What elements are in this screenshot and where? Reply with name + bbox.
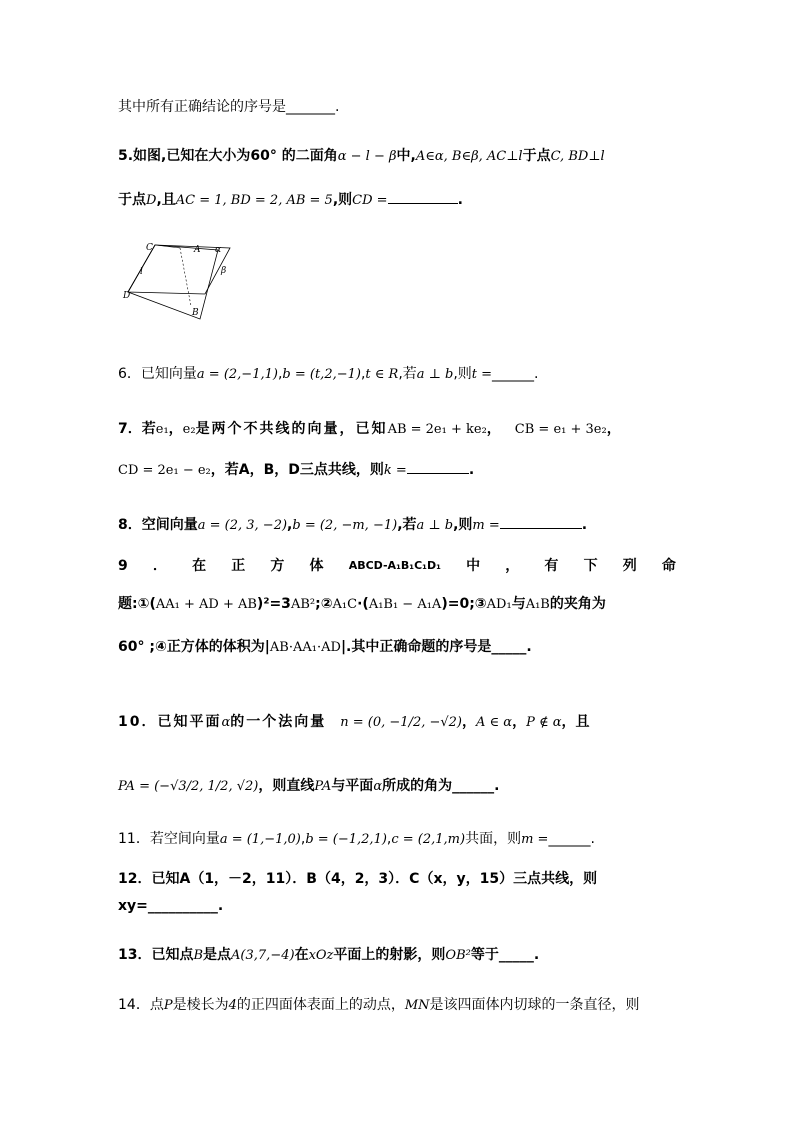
q6-formula-a: a = (2,−1,1)	[196, 367, 278, 382]
q5-text-1: 5.如图,已知在大小为60° 的二面角	[118, 148, 338, 164]
q9-char-3: 方	[270, 558, 285, 574]
plane-beta	[128, 245, 218, 319]
q9-text-m: 的夹角为	[549, 596, 606, 612]
q9-text-3c: |.其中正确命题的序号是_____.	[340, 639, 532, 655]
q7-text-4: ，	[486, 421, 501, 437]
q11-text-3: ,	[386, 831, 392, 847]
q6-text-4: ,若	[398, 366, 417, 382]
q7-formula-k: k =	[383, 463, 407, 478]
q9-formula-a1b: A₁B	[525, 597, 550, 612]
q10-formula-plane: α	[373, 779, 383, 794]
q10-text-2: 的一个法向量	[230, 714, 327, 730]
q9-char-9: 命	[661, 558, 676, 574]
q14-formula-mn: MN	[404, 998, 430, 1013]
q5-answer-blank	[388, 189, 458, 204]
q6-answer-blank: ______	[492, 366, 535, 382]
q9-formula-volume: AB·AA₁·AD	[269, 640, 341, 655]
label-B: B	[192, 308, 199, 318]
q14-text-3: 的正四面体表面上的动点，	[236, 997, 405, 1013]
q9-text-a: 题:①(	[118, 596, 156, 612]
q9-char-8: 列	[622, 558, 637, 574]
q13-text-3: 在	[294, 947, 309, 963]
q8-formula-perp: a ⊥ b	[416, 518, 454, 533]
q9-formula-diff: A₁B₁ − A₁A	[368, 597, 442, 612]
intro-line	[118, 97, 339, 117]
q5-text-4: 于点	[118, 192, 146, 208]
q5-formula-dihedral: α − l − β	[337, 149, 397, 164]
question-5-line-1	[118, 146, 605, 167]
question-9-line-3	[118, 637, 532, 658]
q11-formula-c: c = (2,1,m)	[391, 832, 466, 847]
q13-text-2: 是点	[203, 947, 232, 963]
q5-formula-lengths: AC = 1, BD = 2, AB = 5	[175, 193, 333, 208]
q7-text-1: 7．若	[118, 421, 156, 437]
q10-text-4: ，	[512, 714, 527, 730]
q13-text-4: 平面上的射影，则	[333, 947, 446, 963]
q10-formula-normal: n = (0, −1/2, −√2)	[340, 715, 463, 730]
q13-formula-plane: xOz	[308, 948, 334, 963]
q9-formula-a1c: A₁C	[332, 597, 358, 612]
q6-formula-t: t ∈ R	[365, 367, 399, 382]
question-11-line	[118, 829, 595, 850]
q12-text-2: xy=__________.	[118, 898, 224, 914]
q5-text-6: ,则	[332, 192, 353, 208]
q6-text-1: 6．已知向量	[118, 366, 197, 382]
q13-text-5: 等于_____.	[470, 947, 540, 963]
q5-formula-bd: C, BD⊥l	[550, 149, 605, 164]
q9-cube-name: ABCD-A₁B₁C₁D₁	[348, 559, 441, 572]
q11-answer-blank: ______	[548, 831, 591, 847]
q10-text-6: ，则直线	[258, 778, 315, 794]
label-C: C	[146, 243, 153, 253]
q7-text-3: 是两个不共线的向量，已知	[195, 421, 388, 437]
question-10-line-1	[118, 712, 590, 733]
q6-text-3: ,	[360, 366, 366, 382]
q8-answer-blank	[500, 514, 582, 529]
q9-formula-ab2: AB²	[290, 597, 316, 612]
label-l: l	[140, 267, 143, 277]
q13-text-1: 13．已知点	[118, 947, 194, 963]
q5-text-7: .	[457, 192, 463, 208]
q14-text-4: 是该四面体内切球的一条直径，则	[429, 997, 640, 1013]
question-12-line-2	[118, 896, 223, 916]
q12-text-1: 12．已知A（1，－2，11）．B（4，2，3）．C（x，y，15）三点共线，则	[118, 871, 598, 887]
q8-text-3: ,若	[397, 517, 417, 533]
question-9-line-1	[118, 556, 676, 576]
q6-formula-b: b = (t,2,−1)	[282, 367, 361, 382]
q9-text-g: ·(	[357, 596, 369, 612]
q6-text-2: ,	[277, 366, 283, 382]
q14-text-2: 是棱长为	[172, 997, 229, 1013]
q5-text-3: 于点	[522, 148, 551, 164]
question-6-line	[118, 364, 538, 385]
q11-formula-b: b = (−1,2,1)	[305, 832, 387, 847]
q8-formula-a: a = (2, 3, −2)	[197, 518, 288, 533]
question-5-line-2	[118, 189, 463, 211]
q5-formula-cd: CD =	[352, 193, 388, 208]
q7-text-2: ，	[168, 421, 183, 437]
q10-formula-p-notin: P ∉ α	[526, 715, 562, 730]
q6-formula-teq: t =	[471, 367, 493, 382]
q13-formula-a: A(3,7,−4)	[231, 948, 295, 963]
q5-formula-d: D	[146, 193, 157, 208]
q5-text-2: 中,	[396, 148, 416, 164]
q9-comma: ，	[505, 558, 520, 574]
question-7-line-1	[118, 419, 621, 440]
q7-formula-cd: CD = 2e₁ − e₂	[118, 463, 211, 478]
q7-answer-blank	[407, 459, 469, 474]
label-D: D	[123, 291, 131, 301]
label-alpha: α	[215, 245, 222, 255]
q11-text-2: ,	[300, 831, 306, 847]
q14-formula-p: P	[163, 998, 173, 1013]
question-7-line-2	[118, 459, 474, 481]
label-beta: β	[221, 266, 227, 276]
label-A: A	[194, 245, 201, 255]
q10-text-3: ，	[462, 714, 477, 730]
q5-formula-conditions: A∈α, B∈β, AC⊥l	[415, 149, 523, 164]
q7-text-6: ，若A，B，D三点共线，则	[210, 462, 384, 478]
q13-formula-ob: OB²	[445, 948, 471, 963]
q11-formula-m: m =	[521, 832, 549, 847]
q13-formula-b: B	[193, 948, 204, 963]
intro-text: 其中所有正确结论的序号是_______.	[118, 99, 340, 115]
q10-formula-line: PA	[314, 779, 332, 794]
q10-text-5: ，且	[561, 714, 590, 730]
q10-formula-pa: PA = (−√3/2, 1/2, √2)	[118, 779, 259, 794]
question-14-line	[118, 995, 640, 1016]
q7-formula-ab: AB = 2e₁ + ke₂	[387, 422, 487, 437]
q6-formula-perp: a ⊥ b	[416, 367, 454, 382]
q8-text-2: ,	[287, 517, 293, 533]
q9-char-1: 在	[192, 558, 207, 574]
q9-text-k: 与	[511, 596, 526, 612]
question-9-line-2	[118, 594, 606, 615]
segment-ab	[180, 248, 191, 306]
q9-char-6: 有	[544, 558, 559, 574]
q11-text-4: 共面，则	[465, 831, 522, 847]
q7-text-7: .	[468, 462, 475, 478]
q9-text-c: )²=3	[256, 596, 291, 612]
q8-text-4: ,则	[453, 517, 473, 533]
q9-char-2: 正	[231, 558, 246, 574]
q9-text-3a: 60° ;④正方体的体积为|	[118, 639, 270, 655]
q9-text-e: ;②	[315, 596, 333, 612]
q8-formula-m: m =	[472, 518, 500, 533]
question-12-line-1	[118, 869, 597, 889]
q10-text-7: 与平面	[331, 778, 374, 794]
q9-formula-sum: AA₁ + AD + AB	[155, 597, 257, 612]
question-13-line	[118, 945, 539, 966]
q9-text-i: )=0;③	[441, 596, 487, 612]
dihedral-angle-figure	[118, 236, 238, 324]
q9-dot: ．	[152, 558, 167, 574]
q7-formula-e1: e₁	[155, 422, 169, 437]
q14-text-1: 14．点	[118, 997, 164, 1013]
q10-text-8: 所成的角为______.	[382, 778, 500, 794]
q7-text-5: ，	[606, 421, 621, 437]
q6-text-6: .	[534, 366, 539, 382]
question-10-line-2	[118, 776, 499, 797]
q10-text-1: 10．已知平面	[118, 714, 222, 730]
q11-text-1: 11．若空间向量	[118, 831, 220, 847]
q14-formula-4: 4	[228, 998, 237, 1013]
q6-text-5: ,则	[453, 366, 472, 382]
q7-formula-cb: CB = e₁ + 3e₂	[514, 422, 607, 437]
q11-text-5: .	[590, 831, 595, 847]
q9-char-5: 中	[466, 558, 481, 574]
q9-char-7: 下	[583, 558, 598, 574]
q10-formula-a-in: A ∈ α	[476, 715, 513, 730]
q11-formula-a: a = (1,−1,0)	[219, 832, 301, 847]
q9-formula-ad1: AD₁	[486, 597, 512, 612]
q8-formula-b: b = (2, −m, −1)	[292, 518, 398, 533]
q8-text-5: .	[581, 517, 588, 533]
q8-text-1: 8．空间向量	[118, 517, 198, 533]
q9-num: 9	[118, 558, 128, 574]
q5-text-5: ,且	[156, 192, 176, 208]
q9-char-4: 体	[309, 558, 324, 574]
q10-formula-alpha: α	[221, 715, 231, 730]
q7-formula-e2: e₂	[182, 422, 196, 437]
question-8-line	[118, 514, 587, 536]
